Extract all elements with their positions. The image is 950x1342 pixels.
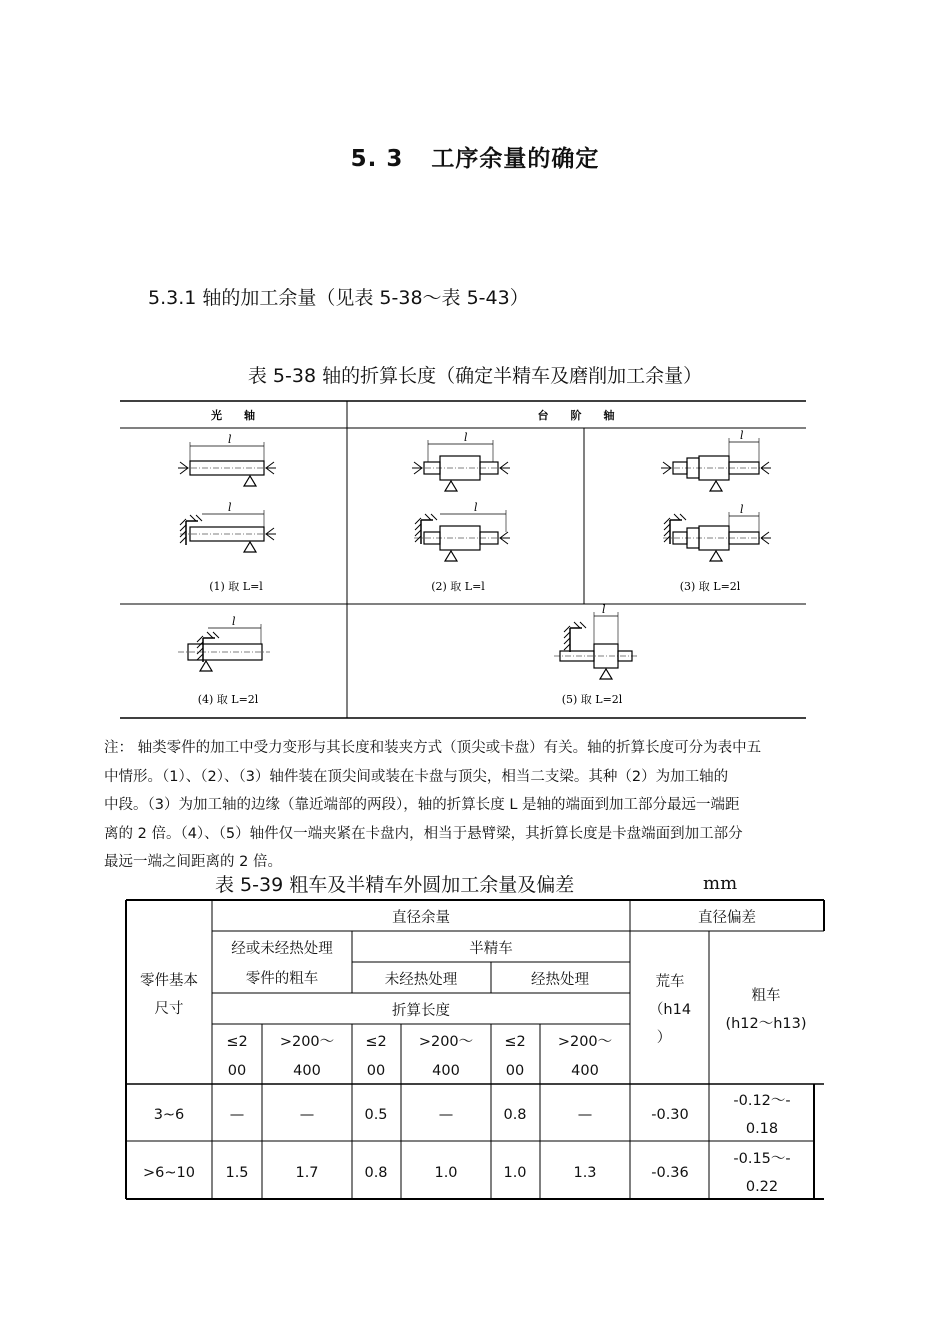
cell-value: 1.3 [573, 1165, 597, 1181]
hdr-size: 尺寸 [154, 1001, 184, 1017]
dim-label: l [602, 603, 606, 616]
cell-h12: -0.15～- [733, 1151, 791, 1167]
note-line: 注： 轴类零件的加工中受力变形与其长度和装夹方式（顶尖或卡盘）有关。轴的折算长度可分为表中五 [104, 740, 762, 756]
hdr-len-a: 00 [227, 1063, 247, 1079]
note-line: 最远一端之间距离的 2 倍。 [104, 854, 282, 870]
dim-label: l [232, 615, 236, 628]
cell-h12: 0.22 [745, 1179, 779, 1195]
case-1-drawing [178, 433, 276, 552]
hdr-rough-turning: 荒车 [655, 974, 685, 990]
case-3-label: (3) 取 L=2l [679, 580, 741, 593]
cell-value: 0.8 [364, 1165, 388, 1181]
section-number: 5. 3 [350, 146, 404, 172]
cell-size: 3~6 [153, 1107, 185, 1123]
hdr-len-a: ≤2 [226, 1034, 248, 1050]
cell-value: — [299, 1107, 315, 1123]
dim-label: l [740, 503, 744, 516]
cell-h14: -0.30 [651, 1107, 689, 1123]
col-header-plain-shaft: 光 轴 [211, 409, 255, 422]
hdr-roughing: (h12～h13) [725, 1016, 807, 1032]
hdr-diameter-allowance: 直径余量 [392, 910, 450, 926]
hdr-len-b: 400 [571, 1063, 599, 1079]
hdr-semi-finish: 半精车 [469, 941, 513, 957]
dim-label: l [228, 433, 232, 446]
cell-value: 1.5 [225, 1165, 249, 1181]
cell-value: — [577, 1107, 593, 1123]
hdr-rough-turning: ） [656, 1030, 672, 1046]
hdr-treated: 经热处理 [531, 972, 589, 988]
hdr-untreated: 未经热处理 [384, 972, 458, 988]
table-unit: mm [703, 873, 738, 894]
cell-h12: -0.12～- [733, 1093, 791, 1109]
figure-note [104, 734, 854, 877]
table-grid [126, 900, 824, 1199]
hdr-size: 零件基本 [140, 973, 198, 989]
case-5-drawing [554, 603, 638, 679]
cell-value: — [229, 1107, 245, 1123]
hdr-len-b: >200～ [557, 1034, 613, 1050]
hdr-converted-length: 折算长度 [392, 1003, 450, 1019]
cell-value: 0.8 [503, 1107, 527, 1123]
hdr-rough-turning: （h14 [648, 1002, 692, 1018]
cell-h14: -0.36 [651, 1165, 689, 1181]
cell-value: 0.5 [364, 1107, 388, 1123]
note-line: 中段。（3）为加工轴的边缘（靠近端部的两段），轴的折算长度 L 是轴的端面到加工部分最远一端距 [104, 797, 740, 813]
table-caption: 表 5-39 粗车及半精车外圆加工余量及偏差 [215, 874, 575, 896]
hdr-len-b: >200～ [418, 1034, 474, 1050]
cell-size: >6~10 [143, 1165, 195, 1181]
hdr-rough-group: 经或未经热处理 [231, 941, 333, 957]
hdr-len-a: 00 [505, 1063, 525, 1079]
note-line: 离的 2 倍。（4）、（5）轴件仅一端夹紧在卡盘内，相当于悬臂梁，其折算长度是卡盘端面到加工部分 [104, 825, 743, 842]
cell-value: — [438, 1107, 454, 1123]
hdr-len-b: 400 [432, 1063, 460, 1079]
case-3-drawing [661, 429, 771, 561]
cell-value: 1.7 [295, 1165, 319, 1181]
hdr-len-b: >200～ [279, 1034, 335, 1050]
hdr-roughing: 粗车 [751, 988, 781, 1004]
case-1-label: (1) 取 L=l [209, 580, 263, 593]
case-2-label: (2) 取 L=l [431, 580, 485, 593]
cell-value: 1.0 [503, 1165, 527, 1181]
hdr-diameter-deviation: 直径偏差 [698, 910, 756, 926]
hdr-len-a: 00 [366, 1063, 386, 1079]
note-line: 中情形。（1）、（2）、（3）轴件装在顶尖间或装在卡盘与顶尖，相当二支梁。其种（2）为加工轴的 [104, 768, 729, 785]
dim-label: l [228, 501, 232, 514]
dim-label: l [474, 501, 478, 514]
dim-label: l [464, 431, 468, 444]
col-header-stepped-shaft: 台 阶 轴 [537, 409, 615, 422]
section-heading: 工序余量的确定 [431, 146, 600, 172]
figure-caption: 表 5-38 轴的折算长度（确定半精车及磨削加工余量） [247, 365, 703, 387]
hdr-len-b: 400 [293, 1063, 321, 1079]
case-5-label: (5) 取 L=2l [561, 693, 623, 706]
section-title [0, 140, 950, 173]
hdr-len-a: ≤2 [504, 1034, 526, 1050]
hdr-rough-group: 零件的粗车 [245, 971, 319, 987]
cell-h12: 0.18 [745, 1121, 779, 1137]
case-4-label: (4) 取 L=2l [197, 693, 259, 706]
case-2-drawing [412, 431, 510, 561]
shaft-length-figure [118, 396, 808, 722]
hdr-len-a: ≤2 [365, 1034, 387, 1050]
case-4-drawing [178, 615, 270, 671]
subsection-heading: 5.3.1 轴的加工余量（见表 5-38～表 5-43） [148, 287, 529, 309]
cell-value: 1.0 [434, 1165, 458, 1181]
dim-label: l [740, 429, 744, 442]
